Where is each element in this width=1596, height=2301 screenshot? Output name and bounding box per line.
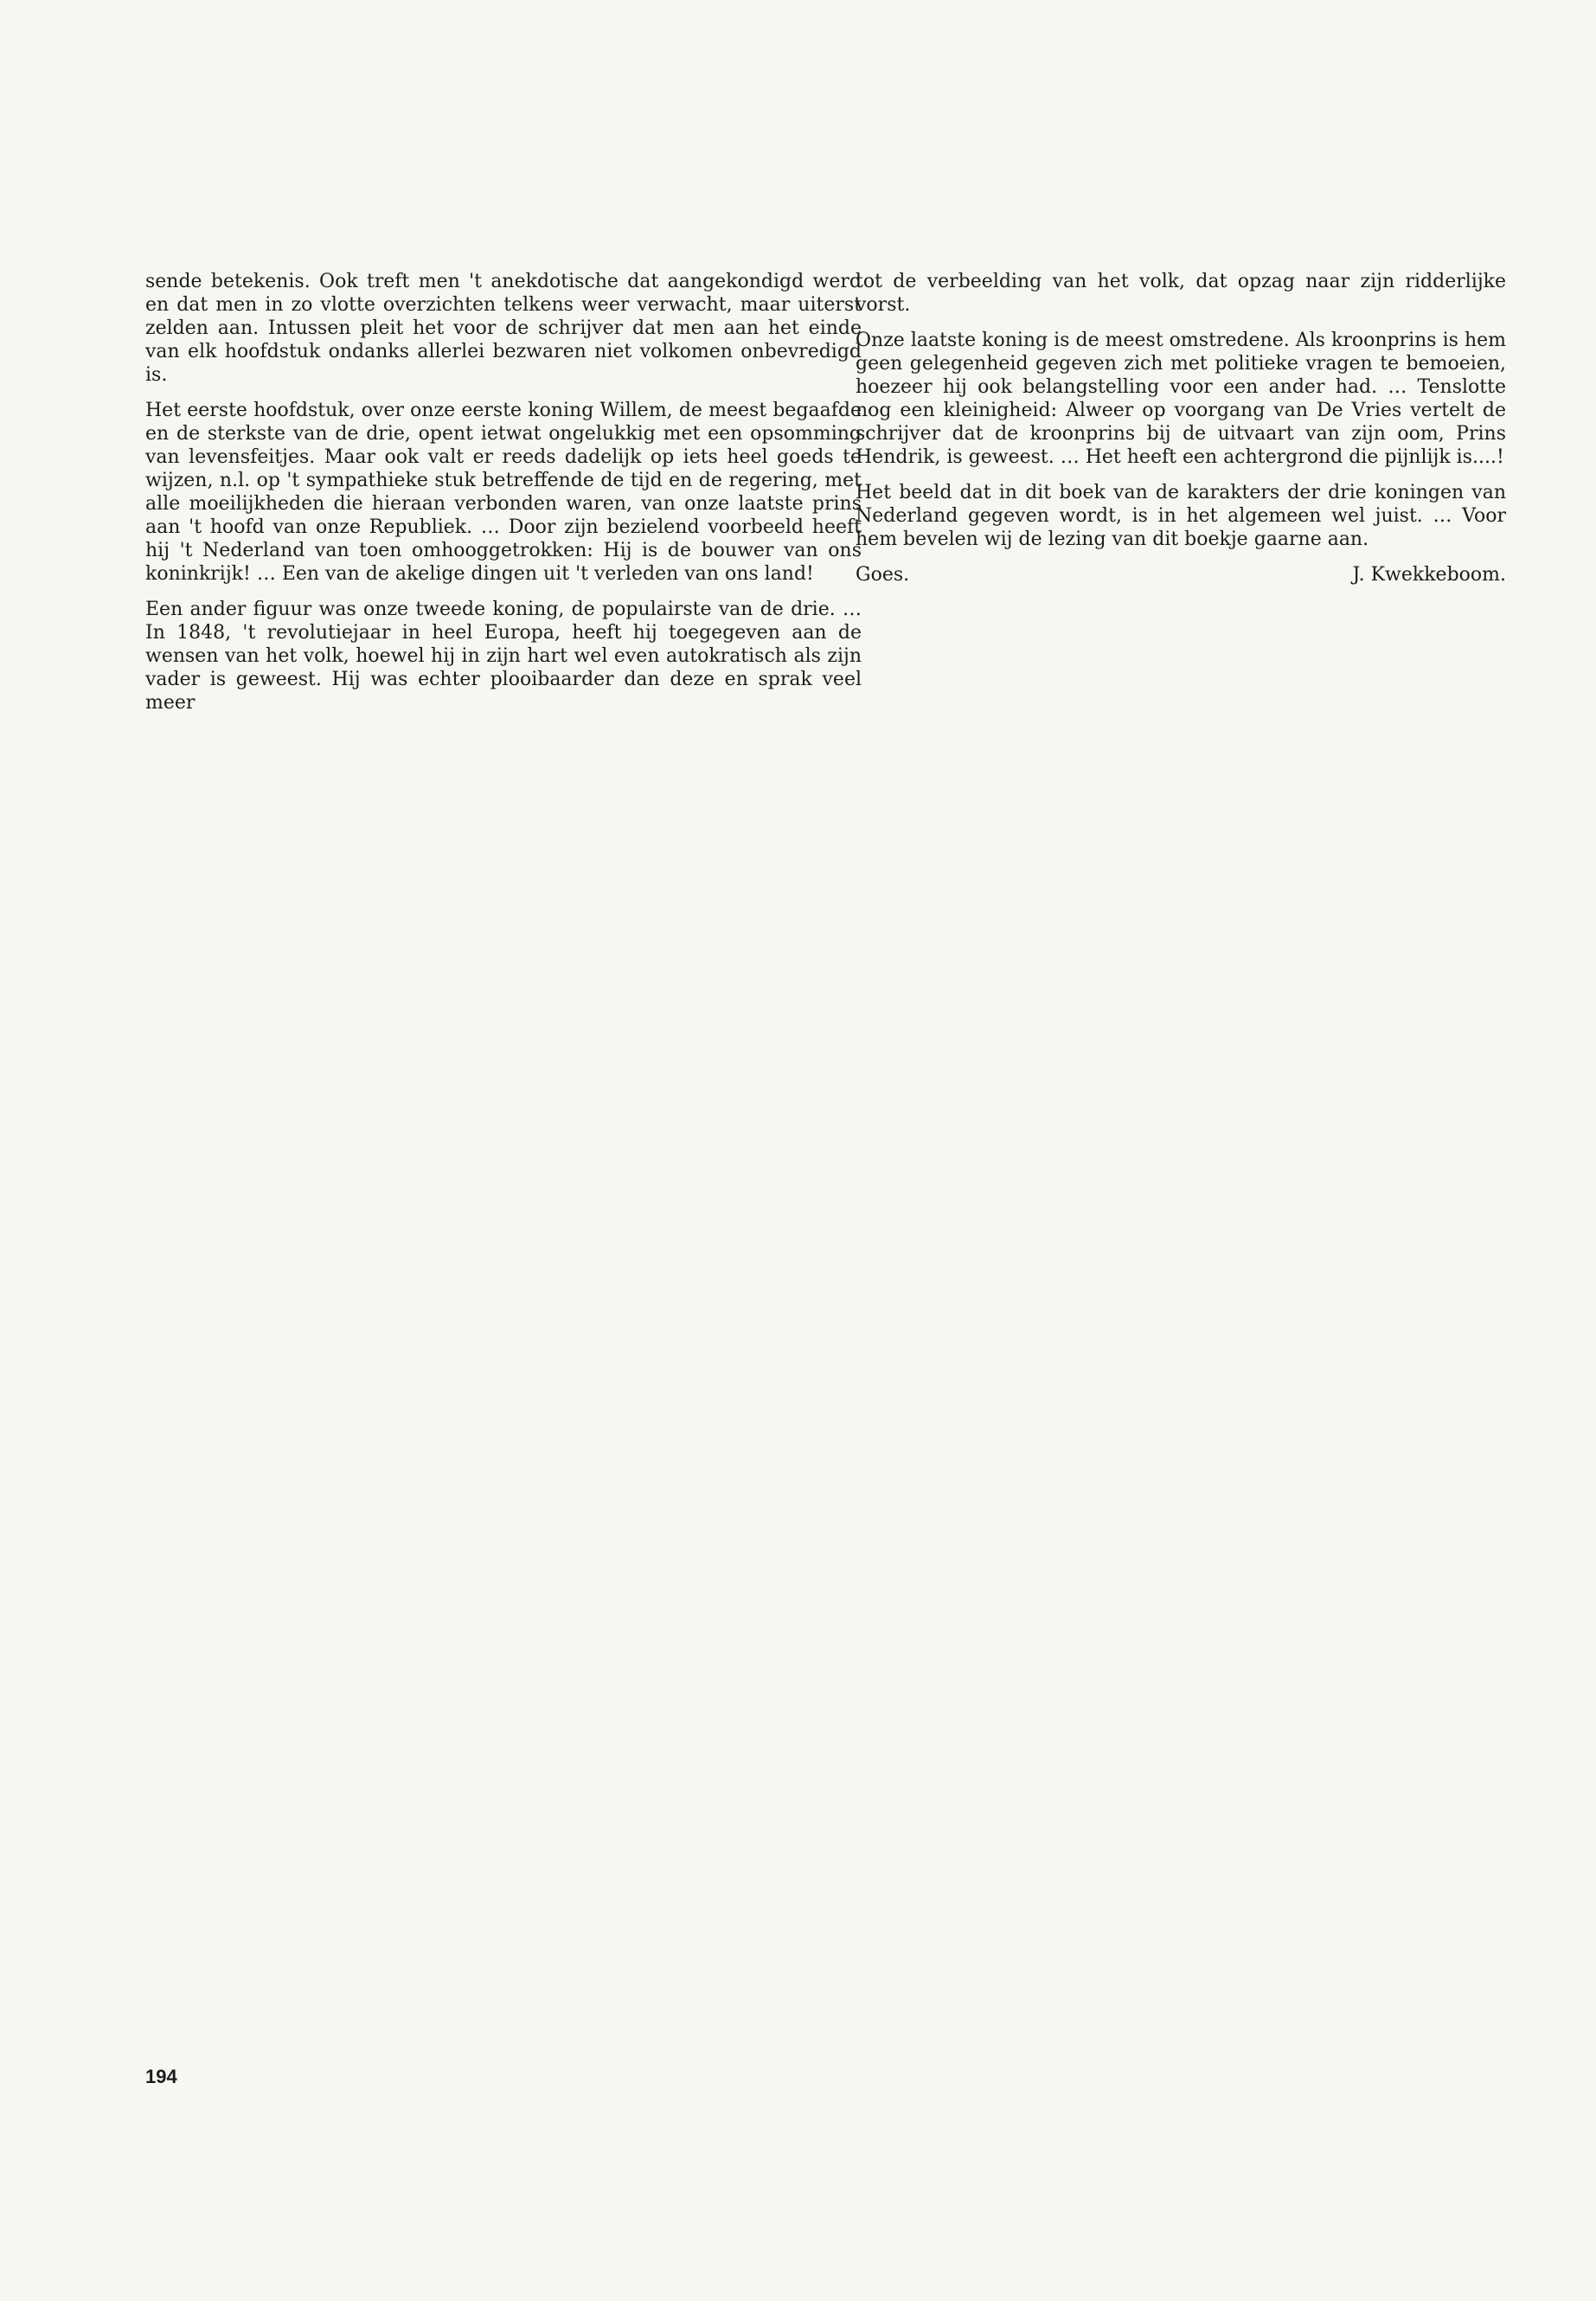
signoff-author: J. Kwekkeboom. <box>1352 564 1506 586</box>
right-paragraph-3: Het beeld dat in dit boek van de karakters der drie koningen van Nederland gegeven wordt, is in het algemeen wel juist. … Voor hem bevelen wij de lezing van dit boekje gaarne aan. <box>856 482 1506 550</box>
left-paragraph-1: sende betekenis. Ook treft men 't anekdotische dat aangekondigd werd en dat men in zo vlotte overzichten telkens weer verwacht, maar uiterst zelden aan. Intussen pleit het voor de schrijver dat men aan het einde van elk hoofdstuk ondanks allerlei bezwaren niet volkomen onbevredigd is. <box>145 271 862 386</box>
right-column <box>856 270 1506 586</box>
left-column <box>145 270 862 727</box>
left-paragraph-2: Het eerste hoofdstuk, over onze eerste koning Willem, de meest begaafde en de sterkste van de drie, opent ietwat ongelukkig met een opsomming van levensfeitjes. Maar ook valt er reeds dadelijk op iets heel goeds te wijzen, n.l. op 't sympathieke stuk betreffende de tijd en de regering, met alle moeilijkheden die hieraan verbonden waren, van onze laatste prins aan 't hoofd van onze Republiek. … Door zijn bezielend voorbeeld heeft hij 't Nederland van toen omhooggetrokken: Hij is de bouwer van ons koninkrijk! … Een van de akelige dingen uit 't verleden van ons land! <box>145 400 862 585</box>
signoff <box>856 563 1506 586</box>
page-number: 194 <box>145 2066 177 2087</box>
right-paragraph-1: tot de verbeelding van het volk, dat opzag naar zijn ridderlijke vorst. <box>856 271 1506 316</box>
right-paragraph-2: Onze laatste koning is de meest omstredene. Als kroonprins is hem geen gelegenheid gegeven zich met politieke vragen te bemoeien, hoezeer hij ook belangstelling voor een ander had. … Tenslotte nog een kleinigheid: Alweer op voorgang van De Vries vertelt de schrijver dat de kroonprins bij de uitvaart van zijn oom, Prins Hendrik, is geweest. … Het heeft een achtergrond die pijnlijk is....! <box>856 330 1506 468</box>
left-paragraph-3: Een ander figuur was onze tweede koning, de populairste van de drie. … In 1848, 't revolutiejaar in heel Europa, heeft hij toegegeven aan de wensen van het volk, hoewel hij in zijn hart wel even autokratisch als zijn vader is geweest. Hij was echter plooibaarder dan deze en sprak veel meer <box>145 599 862 714</box>
signoff-place: Goes. <box>856 564 910 586</box>
